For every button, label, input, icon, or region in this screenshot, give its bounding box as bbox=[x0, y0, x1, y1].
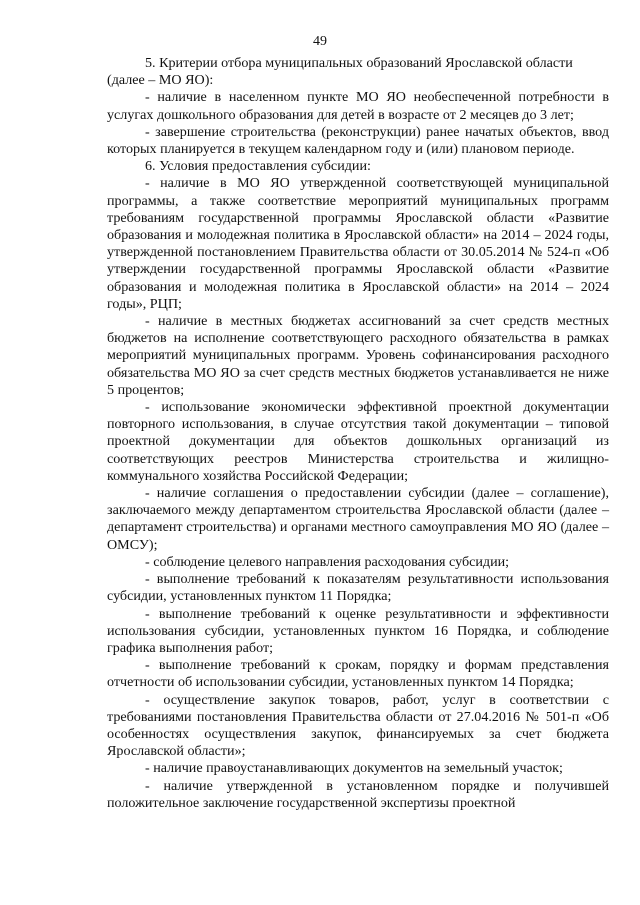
section-6-item-6: - выполнение требований к показателям результативности использования субсидии, установленных пунктом 11 Порядка; bbox=[107, 571, 609, 605]
section-6-heading: 6. Условия предоставления субсидии: bbox=[145, 158, 371, 175]
document-body bbox=[107, 55, 609, 812]
section-5-item-2: - завершение строительства (реконструкции) ранее начатых объектов, ввод которых планируется в текущем календарном году и (или) плановом периоде. bbox=[107, 123, 609, 158]
section-6-item-5: - соблюдение целевого направления расходования субсидии; bbox=[145, 553, 510, 570]
section-6-item-9: - осуществление закупок товаров, работ, услуг в соответствии с требованиями постановления Правительства области от 27.04.2016 № 501-п «Об особенностях осуществления закупок, финансируемых за счет бюджета Ярославской области»; bbox=[107, 691, 609, 760]
section-6-item-3: - использование экономически эффективной проектной документации повторного использования, в случае отсутствия такой документации – типовой проектной документации для объектов дошкольных организаций из соответствующих реестров Министерства строительства и жилищно-коммунального хозяйства Российской Федерации; bbox=[107, 399, 609, 484]
section-6-item-11: - наличие утвержденной в установленном порядке и получившей положительное заключение государственной экспертизы проектной bbox=[107, 777, 609, 811]
section-6-item-8: - выполнение требований к срокам, порядку и формам представления отчетности об использовании субсидии, установленных пунктом 14 Порядка; bbox=[107, 657, 609, 691]
section-6-item-1: - наличие в МО ЯО утвержденной соответствующей муниципальной программы, а также соответствие мероприятий муниципальных программ требованиям государственной программы Ярославской области «Развитие образования и молодежная политика в Ярославской области» на 2014 – 2024 годы, утвержденной постановлением Правительства области от 30.05.2014 № 524-п «Об утверждении государственной программы Ярославской области «Развитие образования и молодежная политика в Ярославской области» на 2014 – 2024 годы», РЦП; bbox=[107, 175, 609, 312]
section-6-item-7: - выполнение требований к оценке результативности и эффективности использования субсидии, установленных пунктом 16 Порядка, и соблюдение графика выполнения работ; bbox=[107, 605, 609, 656]
section-6-item-2: - наличие в местных бюджетах ассигнований за счет средств местных бюджетов на исполнение соответствующего расходного обязательства в рамках мероприятий муниципальных программ. Уровень софинансирования расходного обязательства МО ЯО за счет средств местных бюджетов устанавливается не ниже 5 процентов; bbox=[107, 313, 609, 398]
section-5-item-1: - наличие в населенном пункте МО ЯО необеспеченной потребности в услугах дошкольного образования для детей в возрасте от 2 месяцев до 3 лет; bbox=[107, 89, 609, 123]
section-5-heading: 5. Критерии отбора муниципальных образований Ярославской области (далее – МО ЯО): bbox=[107, 55, 573, 89]
page-number: 49 bbox=[313, 34, 327, 49]
section-6-item-10: - наличие правоустанавливающих документов на земельный участок; bbox=[145, 760, 563, 777]
section-6-item-4: - наличие соглашения о предоставлении субсидии (далее – соглашение), заключаемого между департаментом строительства Ярославской области (далее – департамент строительства) и органами местного самоуправления МО ЯО (далее – ОМСУ); bbox=[107, 485, 609, 553]
